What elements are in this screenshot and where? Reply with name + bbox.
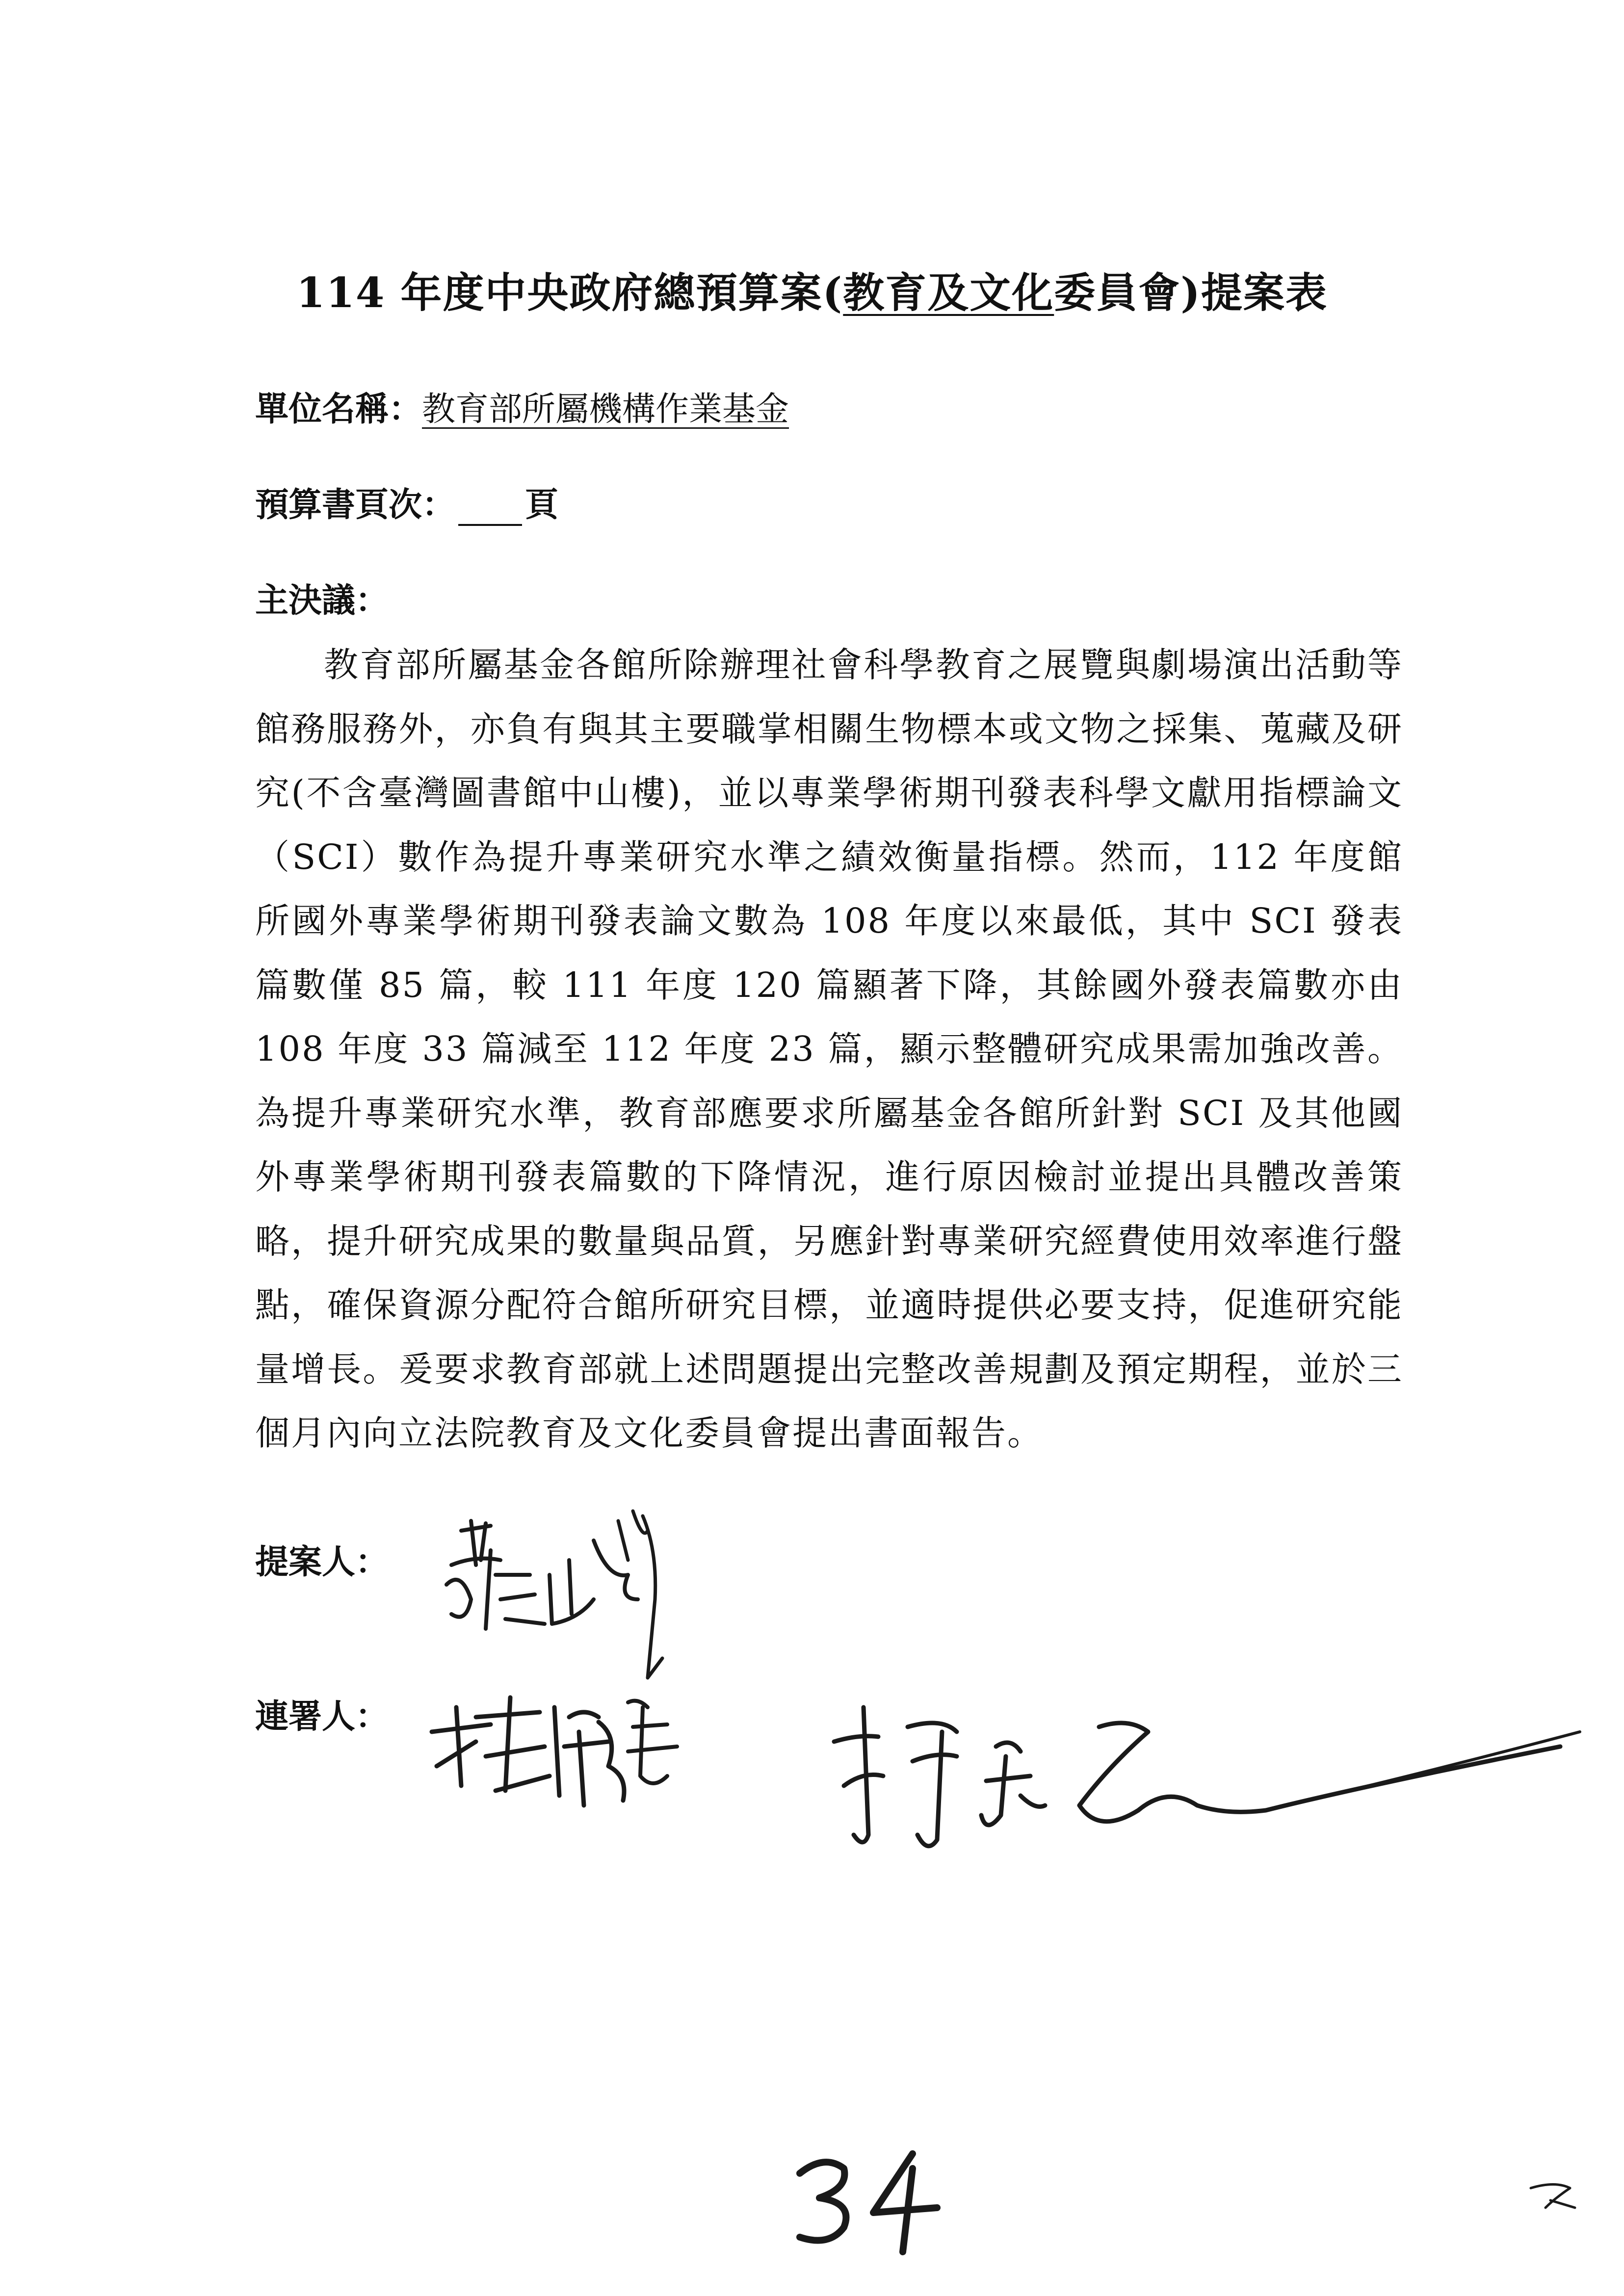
unit-row	[255, 383, 789, 430]
title-committee: 教育及文化	[843, 268, 1054, 317]
proposer-row	[255, 1536, 389, 1583]
handwritten-page-number-34	[785, 2144, 952, 2257]
document-title	[0, 260, 1624, 319]
handwritten-corner-mark	[1526, 2178, 1585, 2218]
budget-page-blank	[458, 495, 522, 526]
cosigner-label: 連署人：	[255, 1697, 389, 1736]
unit-label: 單位名稱：	[255, 390, 422, 429]
budget-page-row	[255, 478, 558, 526]
proposer-label: 提案人：	[255, 1542, 389, 1582]
cosigner-row	[255, 1690, 389, 1738]
unit-value: 教育部所屬機構作業基金	[422, 390, 789, 429]
resolution-heading	[255, 574, 389, 622]
title-prefix: 114 年度中央政府總預算案(	[296, 268, 843, 317]
budget-page-suffix: 頁	[525, 485, 559, 524]
cosigner-signature-2	[824, 1688, 1590, 1874]
proposer-signature	[432, 1501, 707, 1707]
resolution-text: 教育部所屬基金各館所除辦理社會科學教育之展覽與劇場演出活動等館務服務外，亦負有與其主要職掌相關生物標本或文物之採集、蒐藏及研究(不含臺灣圖書館中山樓)，並以專業學術期刊發表科學文獻用指標論文（SCI）數作為提升專業研究水準之績效衡量指標。然而，112 年度館所國外專業學術期刊發表論文數為 108 年度以來最低，其中 SCI 發表篇數僅 85 篇，較 111 年度 120 篇顯著下降，其餘國外發表篇數亦由 108 年度 33 篇減至 112 年度 23 篇，顯示整體研究成果需加強改善。為提升專業研究水準，教育部應要求所屬基金各館所針對 SCI 及其他國外專業學術期刊發表篇數的下降情況，進行原因檢討並提出具體改善策略，提升研究成果的數量與品質，另應針對專業研究經費使用效率進行盤點，確保資源分配符合館所研究目標，並適時提供必要支持，促進研究能量增長。爰要求教育部就上述問題提出完整改善規劃及預定期程，並於三個月內向立法院教育及文化委員會提出書面報告。	[255, 645, 1403, 1453]
resolution-label: 主決議：	[255, 581, 389, 620]
title-suffix: 委員會)提案表	[1054, 268, 1328, 317]
cosigner-signature-1	[422, 1678, 697, 1835]
budget-page-label: 預算書頁次：	[255, 485, 456, 524]
